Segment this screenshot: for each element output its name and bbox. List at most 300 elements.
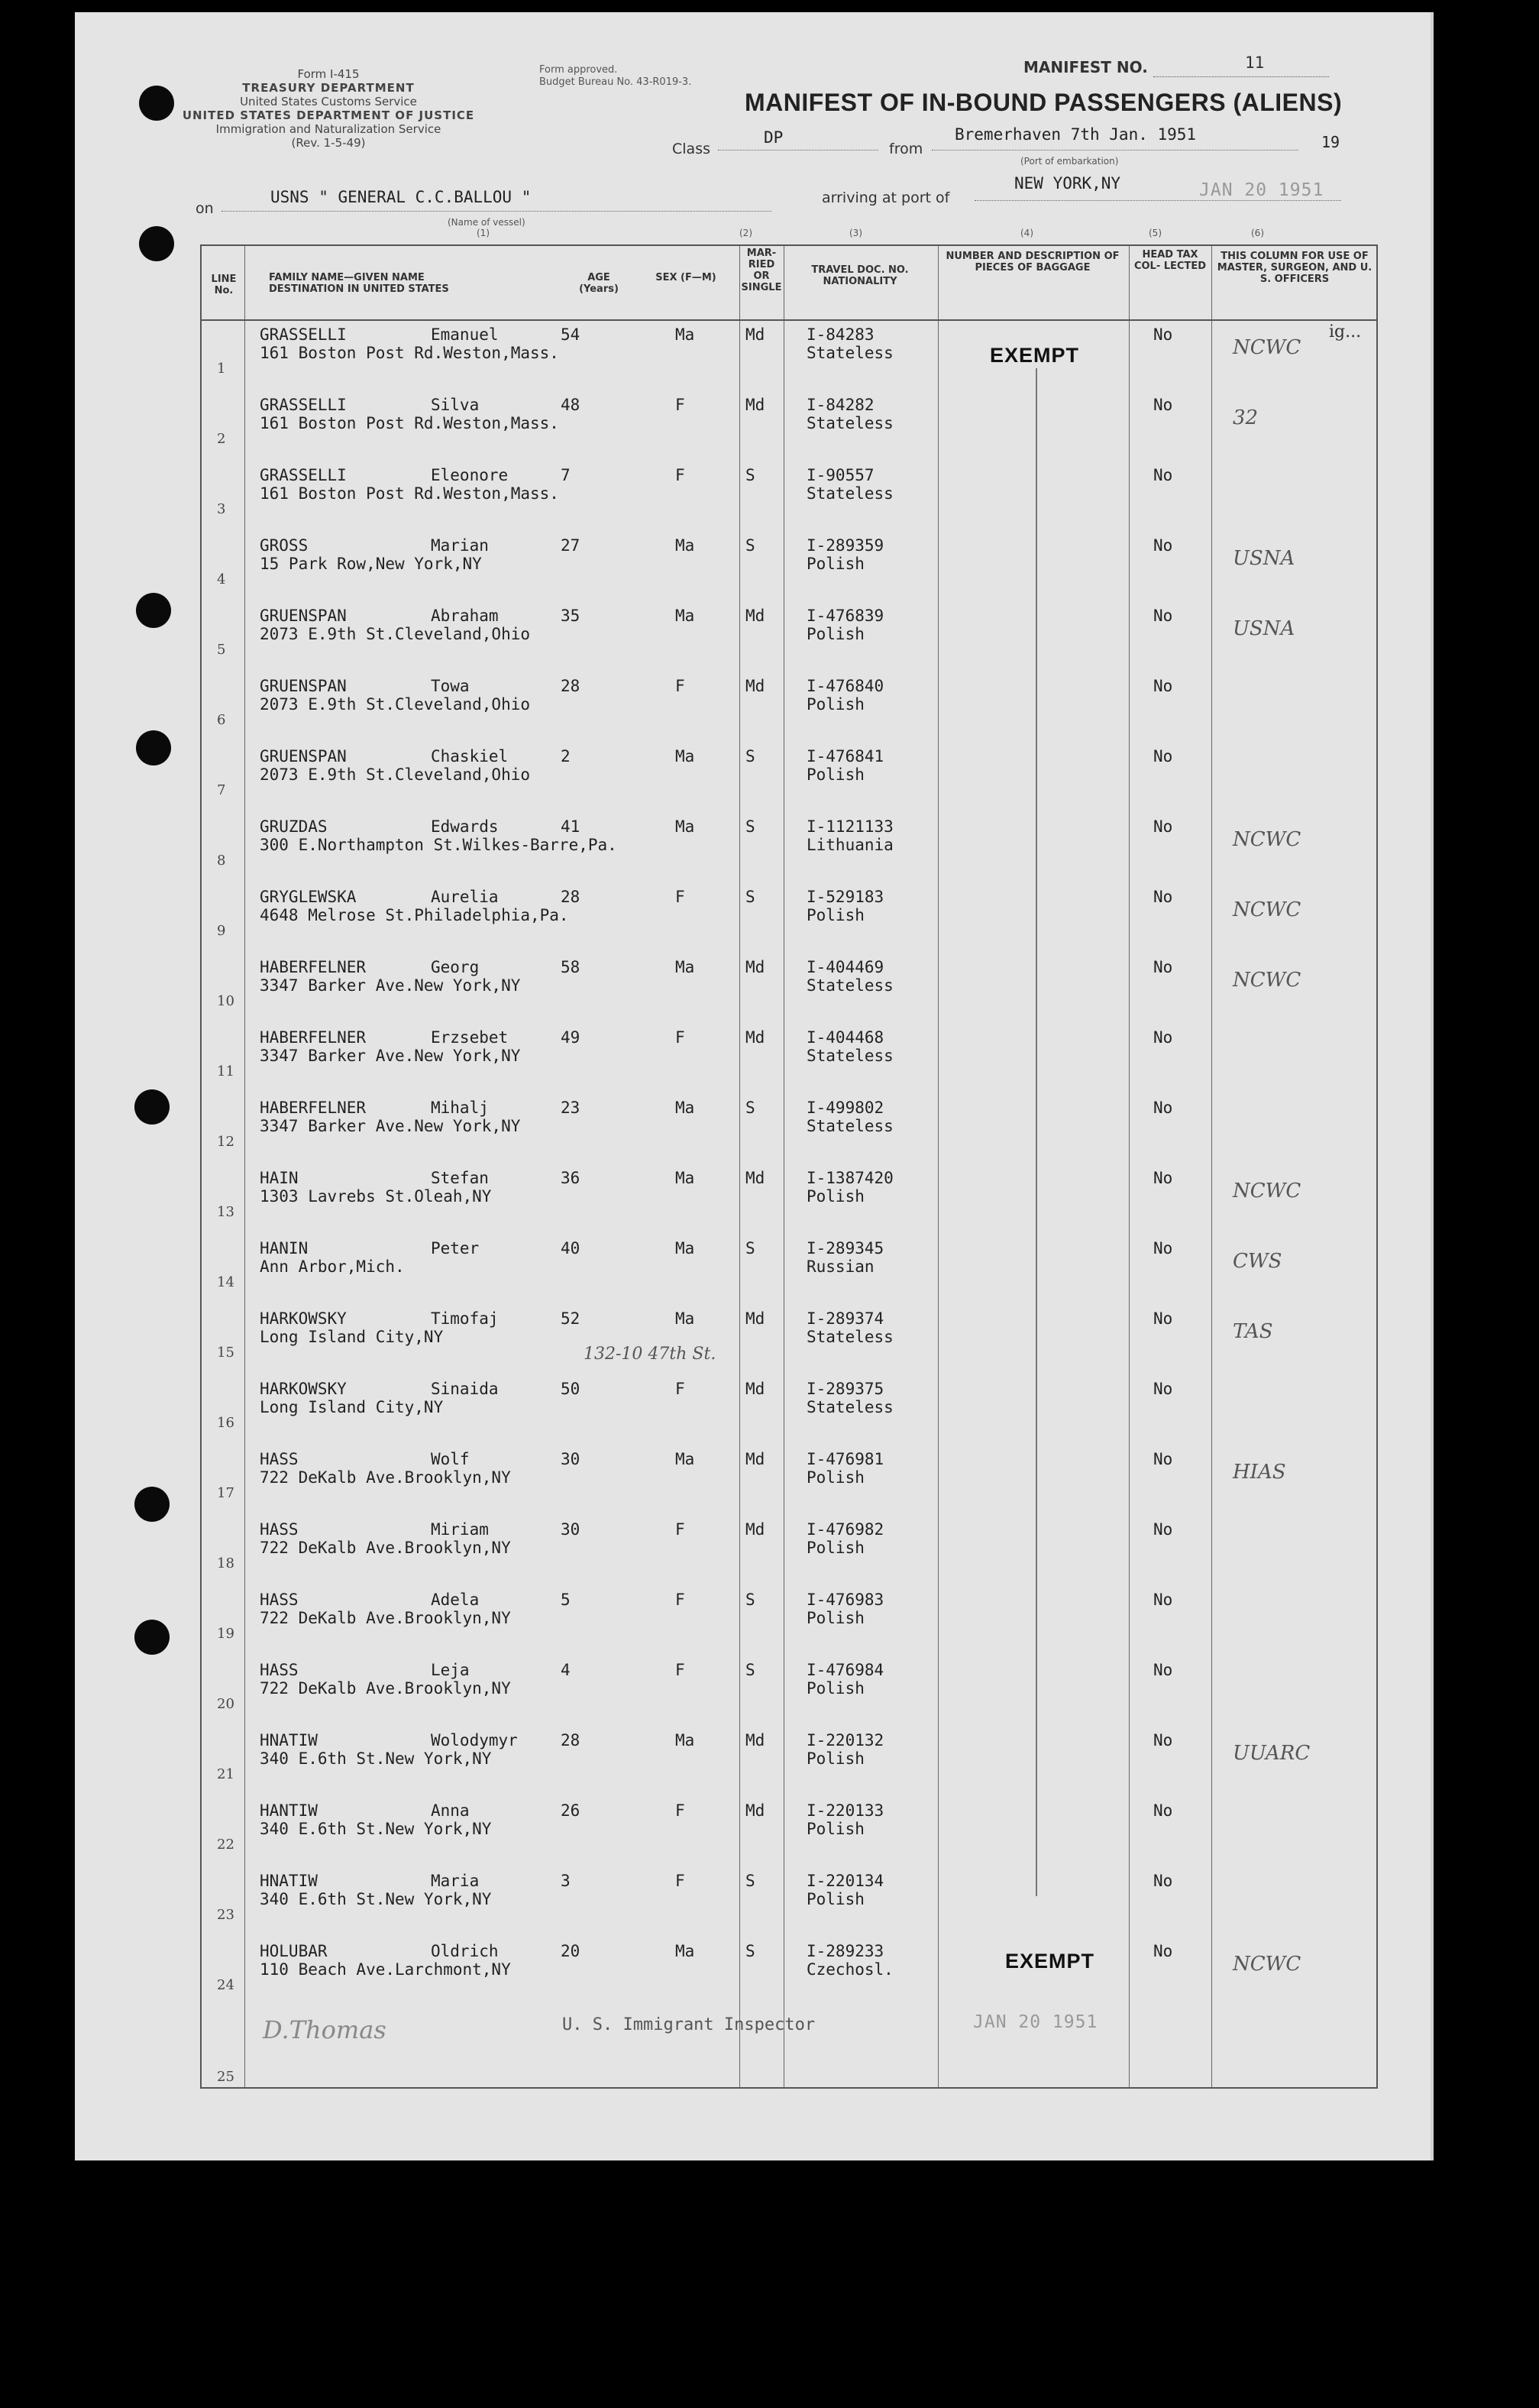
age: 49 xyxy=(561,1028,580,1047)
officer-note: USNA xyxy=(1233,547,1295,570)
table-row xyxy=(202,602,1376,672)
table-row xyxy=(202,391,1376,461)
manifest-no: 11 xyxy=(1245,53,1265,72)
officer-note: NCWC xyxy=(1233,828,1301,851)
marital-status: S xyxy=(745,1942,755,1960)
given-name: Leja xyxy=(431,1661,470,1679)
destination-address: Long Island City,NY xyxy=(260,1328,444,1346)
table-row xyxy=(202,1024,1376,1094)
travel-doc-no: I-476983 xyxy=(807,1591,884,1609)
age: 26 xyxy=(561,1801,580,1820)
officer-note: CWS xyxy=(1233,1250,1282,1273)
year-prefix: 19 xyxy=(1321,133,1340,151)
nationality: Lithuania xyxy=(807,836,894,854)
age: 20 xyxy=(561,1942,580,1960)
age: 28 xyxy=(561,677,580,695)
age: 50 xyxy=(561,1380,580,1398)
given-name: Towa xyxy=(431,677,470,695)
family-name: HANIN xyxy=(260,1239,309,1257)
family-name: HAIN xyxy=(260,1169,299,1187)
destination-address: 110 Beach Ave.Larchmont,NY xyxy=(260,1960,511,1979)
head-tax: No xyxy=(1153,1942,1173,1960)
age: 2 xyxy=(561,747,571,765)
line-number: 15 xyxy=(217,1345,234,1361)
age: 48 xyxy=(561,396,580,414)
destination-address: 161 Boston Post Rd.Weston,Mass. xyxy=(260,414,559,432)
line-number: 24 xyxy=(217,1977,234,1993)
travel-doc-no: I-84282 xyxy=(807,396,875,414)
head-tax: No xyxy=(1153,747,1173,765)
marital-status: S xyxy=(745,466,755,484)
travel-doc-no: I-476841 xyxy=(807,747,884,765)
family-name: GRASSELLI xyxy=(260,466,347,484)
family-name: HASS xyxy=(260,1661,299,1679)
sex: Ma xyxy=(675,1309,695,1328)
head-tax: No xyxy=(1153,1239,1173,1257)
line-number: 18 xyxy=(217,1555,234,1571)
age: 52 xyxy=(561,1309,580,1328)
nationality: Stateless xyxy=(807,1117,894,1135)
punch-hole xyxy=(136,593,171,628)
travel-doc-no: I-476839 xyxy=(807,607,884,625)
line-number: 6 xyxy=(217,712,226,728)
head-tax: No xyxy=(1153,607,1173,625)
travel-doc-no: I-476840 xyxy=(807,677,884,695)
nationality: Polish xyxy=(807,555,865,573)
head-tax: No xyxy=(1153,1309,1173,1328)
line-number: 12 xyxy=(217,1134,234,1150)
handwritten-address: 132-10 47th St. xyxy=(584,1345,716,1364)
sex: F xyxy=(675,1520,685,1539)
family-name: HNATIW xyxy=(260,1731,318,1749)
sex: Ma xyxy=(675,1169,695,1187)
marital-status: Md xyxy=(745,607,765,625)
family-name: HASS xyxy=(260,1591,299,1609)
approval-note: Form approved. Budget Bureau No. 43-R019-3. xyxy=(539,64,692,88)
col-number: (3) xyxy=(849,228,862,238)
marital-status: S xyxy=(745,1099,755,1117)
line-number: 1 xyxy=(217,361,226,377)
marital-status: S xyxy=(745,1239,755,1257)
officer-note: HIAS xyxy=(1233,1461,1286,1484)
age: 7 xyxy=(561,466,571,484)
line-number: 8 xyxy=(217,853,226,869)
marital-status: S xyxy=(745,888,755,906)
age: 40 xyxy=(561,1239,580,1257)
head-tax: No xyxy=(1153,1661,1173,1679)
table-row xyxy=(202,1656,1376,1727)
marital-status: S xyxy=(745,817,755,836)
age: 28 xyxy=(561,888,580,906)
nationality: Stateless xyxy=(807,1328,894,1346)
given-name: Wolf xyxy=(431,1450,470,1468)
sex: F xyxy=(675,396,685,414)
header-marital: MAR- RIED OR SINGLE xyxy=(741,248,782,293)
family-name: HARKOWSKY xyxy=(260,1380,347,1398)
table-row xyxy=(202,672,1376,743)
punch-hole xyxy=(134,1487,170,1522)
destination-address: 161 Boston Post Rd.Weston,Mass. xyxy=(260,344,559,362)
arrival-line xyxy=(975,200,1341,201)
passenger-table xyxy=(200,228,1378,2089)
destination-address: 2073 E.9th St.Cleveland,Ohio xyxy=(260,765,531,784)
marital-status: S xyxy=(745,1872,755,1890)
manifest-no-label: MANIFEST NO. xyxy=(1023,58,1148,76)
class-label: Class xyxy=(672,141,710,157)
sex: Ma xyxy=(675,607,695,625)
table-row xyxy=(202,1375,1376,1445)
given-name: Anna xyxy=(431,1801,470,1820)
punch-hole xyxy=(136,730,171,765)
line-number: 21 xyxy=(217,1766,234,1782)
line-number: 7 xyxy=(217,782,226,798)
given-name: Eleonore xyxy=(431,466,509,484)
from-label: from xyxy=(889,141,923,157)
head-tax: No xyxy=(1153,396,1173,414)
marital-status: Md xyxy=(745,1450,765,1468)
head-tax: No xyxy=(1153,1731,1173,1749)
marital-status: Md xyxy=(745,958,765,976)
family-name: HASS xyxy=(260,1450,299,1468)
nationality: Stateless xyxy=(807,414,894,432)
marital-status: Md xyxy=(745,1520,765,1539)
vessel-line xyxy=(221,211,771,212)
table-row xyxy=(202,321,1376,391)
family-name: HARKOWSKY xyxy=(260,1309,347,1328)
officer-note: UUARC xyxy=(1233,1742,1311,1765)
head-tax: No xyxy=(1153,1028,1173,1047)
nationality: Polish xyxy=(807,1820,865,1838)
baggage-ditto-line xyxy=(1036,368,1037,1896)
nationality: Russian xyxy=(807,1257,875,1276)
sex: F xyxy=(675,677,685,695)
header-line-no: LINE No. xyxy=(211,273,237,296)
line-number: 22 xyxy=(217,1837,234,1853)
marital-status: Md xyxy=(745,1731,765,1749)
nationality: Polish xyxy=(807,906,865,924)
nationality: Polish xyxy=(807,1187,865,1206)
age: 30 xyxy=(561,1520,580,1539)
table-row xyxy=(202,1094,1376,1164)
line-number: 13 xyxy=(217,1204,234,1220)
header-name: FAMILY NAME—GIVEN NAME DESTINATION IN UNITED STATES xyxy=(269,272,449,295)
given-name: Miriam xyxy=(431,1520,489,1539)
travel-doc-no: I-220132 xyxy=(807,1731,884,1749)
officer-note: ig... xyxy=(1329,322,1362,341)
head-tax: No xyxy=(1153,1380,1173,1398)
inspector-title: U. S. Immigrant Inspector xyxy=(562,2015,816,2034)
family-name: HASS xyxy=(260,1520,299,1539)
officer-note: USNA xyxy=(1233,617,1295,640)
travel-doc-no: I-476984 xyxy=(807,1661,884,1679)
sex: F xyxy=(675,466,685,484)
table-row xyxy=(202,1797,1376,1867)
line-number: 9 xyxy=(217,923,226,939)
head-tax: No xyxy=(1153,817,1173,836)
header-sex: SEX (F—M) xyxy=(655,272,716,283)
officer-note: NCWC xyxy=(1233,1953,1301,1976)
nationality: Stateless xyxy=(807,976,894,995)
col-number: (6) xyxy=(1251,228,1264,238)
head-tax: No xyxy=(1153,1450,1173,1468)
family-name: GRUENSPAN xyxy=(260,677,347,695)
nationality: Polish xyxy=(807,1749,865,1768)
travel-doc-no: I-404469 xyxy=(807,958,884,976)
destination-address: 722 DeKalb Ave.Brooklyn,NY xyxy=(260,1539,511,1557)
destination-address: Long Island City,NY xyxy=(260,1398,444,1416)
col-number: (5) xyxy=(1149,228,1162,238)
nationality: Polish xyxy=(807,625,865,643)
table-row xyxy=(202,1445,1376,1516)
destination-address: 2073 E.9th St.Cleveland,Ohio xyxy=(260,625,531,643)
inspector-date-stamp: JAN 20 1951 xyxy=(973,2012,1098,2032)
given-name: Chaskiel xyxy=(431,747,509,765)
table-row xyxy=(202,532,1376,602)
destination-address: 340 E.6th St.New York,NY xyxy=(260,1820,492,1838)
travel-doc-no: I-289233 xyxy=(807,1942,884,1960)
destination-address: 722 DeKalb Ave.Brooklyn,NY xyxy=(260,1609,511,1627)
nationality: Stateless xyxy=(807,484,894,503)
sex: Ma xyxy=(675,817,695,836)
sex: F xyxy=(675,888,685,906)
destination-address: 161 Boston Post Rd.Weston,Mass. xyxy=(260,484,559,503)
age: 30 xyxy=(561,1450,580,1468)
vessel-label: (Name of vessel) xyxy=(448,217,525,228)
arrival-port: NEW YORK,NY xyxy=(1014,174,1121,193)
nationality: Polish xyxy=(807,1609,865,1627)
sex: Ma xyxy=(675,325,695,344)
destination-address: 3347 Barker Ave.New York,NY xyxy=(260,1117,521,1135)
family-name: GRUENSPAN xyxy=(260,747,347,765)
arrival-date-stamp: JAN 20 1951 xyxy=(1199,180,1324,200)
officer-note: TAS xyxy=(1233,1320,1273,1343)
line-number: 11 xyxy=(217,1063,234,1079)
head-tax: No xyxy=(1153,1099,1173,1117)
sex: Ma xyxy=(675,536,695,555)
marital-status: Md xyxy=(745,325,765,344)
nationality: Polish xyxy=(807,765,865,784)
destination-address: 300 E.Northampton St.Wilkes-Barre,Pa. xyxy=(260,836,617,854)
travel-doc-no: I-289359 xyxy=(807,536,884,555)
destination-address: 722 DeKalb Ave.Brooklyn,NY xyxy=(260,1679,511,1698)
given-name: Wolodymyr xyxy=(431,1731,518,1749)
line-number: 10 xyxy=(217,993,234,1009)
line-number: 20 xyxy=(217,1696,234,1712)
family-name: GRASSELLI xyxy=(260,396,347,414)
given-name: Sinaida xyxy=(431,1380,499,1398)
nationality: Polish xyxy=(807,1468,865,1487)
table-row xyxy=(202,743,1376,813)
age: 23 xyxy=(561,1099,580,1117)
age: 58 xyxy=(561,958,580,976)
travel-doc-no: I-499802 xyxy=(807,1099,884,1117)
travel-doc-no: I-289375 xyxy=(807,1380,884,1398)
sex: Ma xyxy=(675,958,695,976)
col-number: (4) xyxy=(1020,228,1033,238)
given-name: Erzsebet xyxy=(431,1028,509,1047)
age: 3 xyxy=(561,1872,571,1890)
given-name: Silva xyxy=(431,396,480,414)
family-name: GRUENSPAN xyxy=(260,607,347,625)
given-name: Maria xyxy=(431,1872,480,1890)
port-embarkation-label: (Port of embarkation) xyxy=(1020,156,1119,167)
marital-status: Md xyxy=(745,1028,765,1047)
destination-address: 4648 Melrose St.Philadelphia,Pa. xyxy=(260,906,569,924)
given-name: Stefan xyxy=(431,1169,489,1187)
table-row xyxy=(202,1164,1376,1235)
head-tax: No xyxy=(1153,888,1173,906)
marital-status: Md xyxy=(745,1801,765,1820)
line-number: 17 xyxy=(217,1485,234,1501)
travel-doc-no: I-289374 xyxy=(807,1309,884,1328)
class-value: DP xyxy=(764,128,784,147)
marital-status: Md xyxy=(745,396,765,414)
travel-doc-no: I-1121133 xyxy=(807,817,894,836)
table-row xyxy=(202,1586,1376,1656)
officer-note: NCWC xyxy=(1233,969,1301,992)
nationality: Polish xyxy=(807,1890,865,1908)
marital-status: S xyxy=(745,1661,755,1679)
travel-doc-no: I-289345 xyxy=(807,1239,884,1257)
manifest-no-line xyxy=(1153,76,1329,77)
head-tax: No xyxy=(1153,958,1173,976)
head-tax: No xyxy=(1153,677,1173,695)
head-tax: No xyxy=(1153,1591,1173,1609)
table-row xyxy=(202,1516,1376,1586)
marital-status: Md xyxy=(745,1309,765,1328)
destination-address: 3347 Barker Ave.New York,NY xyxy=(260,1047,521,1065)
travel-doc-no: I-404468 xyxy=(807,1028,884,1047)
family-name: GRASSELLI xyxy=(260,325,347,344)
given-name: Aurelia xyxy=(431,888,499,906)
punch-hole xyxy=(139,226,174,261)
header-age: AGE (Years) xyxy=(579,272,619,295)
age: 35 xyxy=(561,607,580,625)
punch-hole xyxy=(134,1620,170,1655)
header-baggage: NUMBER AND DESCRIPTION OF PIECES OF BAGGAGE xyxy=(946,251,1120,273)
marital-status: S xyxy=(745,747,755,765)
inspector-signature: D.Thomas xyxy=(263,2015,386,2044)
sex: F xyxy=(675,1872,685,1890)
line-number: 23 xyxy=(217,1907,234,1923)
sex: Ma xyxy=(675,1731,695,1749)
destination-address: 2073 E.9th St.Cleveland,Ohio xyxy=(260,695,531,714)
nationality: Stateless xyxy=(807,1398,894,1416)
head-tax: No xyxy=(1153,1520,1173,1539)
line-number: 19 xyxy=(217,1626,234,1642)
table-row xyxy=(202,953,1376,1024)
vessel-name: USNS " GENERAL C.C.BALLOU " xyxy=(270,188,532,206)
line-number: 5 xyxy=(217,642,226,658)
line-number: 16 xyxy=(217,1415,234,1431)
destination-address: 340 E.6th St.New York,NY xyxy=(260,1890,492,1908)
officer-note: NCWC xyxy=(1233,336,1301,359)
sex: F xyxy=(675,1801,685,1820)
travel-doc-no: I-529183 xyxy=(807,888,884,906)
travel-doc-no: I-84283 xyxy=(807,325,875,344)
given-name: Oldrich xyxy=(431,1942,499,1960)
line-number: 14 xyxy=(217,1274,234,1290)
family-name: HNATIW xyxy=(260,1872,318,1890)
destination-address: 340 E.6th St.New York,NY xyxy=(260,1749,492,1768)
sex: Ma xyxy=(675,1450,695,1468)
punch-hole xyxy=(134,1089,170,1125)
given-name: Marian xyxy=(431,536,489,555)
from-value: Bremerhaven 7th Jan. 1951 xyxy=(955,125,1197,144)
age: 4 xyxy=(561,1661,571,1679)
sex: Ma xyxy=(675,1239,695,1257)
travel-doc-no: I-476981 xyxy=(807,1450,884,1468)
age: 36 xyxy=(561,1169,580,1187)
given-name: Edwards xyxy=(431,817,499,836)
given-name: Emanuel xyxy=(431,325,499,344)
marital-status: S xyxy=(745,1591,755,1609)
destination-address: 1303 Lavrebs St.Oleah,NY xyxy=(260,1187,492,1206)
family-name: HOLUBAR xyxy=(260,1942,328,1960)
family-name: HABERFELNER xyxy=(260,1099,367,1117)
family-name: GROSS xyxy=(260,536,309,555)
nationality: Stateless xyxy=(807,1047,894,1065)
head-tax: No xyxy=(1153,325,1173,344)
nationality: Stateless xyxy=(807,344,894,362)
officer-note: NCWC xyxy=(1233,1180,1301,1202)
head-tax: No xyxy=(1153,536,1173,555)
travel-doc-no: I-1387420 xyxy=(807,1169,894,1187)
destination-address: 3347 Barker Ave.New York,NY xyxy=(260,976,521,995)
head-tax: No xyxy=(1153,1872,1173,1890)
destination-address: 15 Park Row,New York,NY xyxy=(260,555,482,573)
destination-address: Ann Arbor,Mich. xyxy=(260,1257,405,1276)
marital-status: Md xyxy=(745,1169,765,1187)
officer-note: NCWC xyxy=(1233,898,1301,921)
given-name: Abraham xyxy=(431,607,499,625)
age: 28 xyxy=(561,1731,580,1749)
line-number: 25 xyxy=(217,2069,234,2085)
nationality: Polish xyxy=(807,1679,865,1698)
line-number: 2 xyxy=(217,431,226,447)
given-name: Peter xyxy=(431,1239,480,1257)
travel-doc-no: I-220133 xyxy=(807,1801,884,1820)
head-tax: No xyxy=(1153,1169,1173,1187)
travel-doc-no: I-476982 xyxy=(807,1520,884,1539)
sex: Ma xyxy=(675,1942,695,1960)
nationality: Czechosl. xyxy=(807,1960,894,1979)
family-name: GRUZDAS xyxy=(260,817,328,836)
age: 27 xyxy=(561,536,580,555)
exempt-stamp: EXEMPT xyxy=(990,344,1080,367)
table-row xyxy=(202,1305,1376,1375)
age: 41 xyxy=(561,817,580,836)
officer-note: 32 xyxy=(1233,406,1259,429)
sex: F xyxy=(675,1591,685,1609)
head-tax: No xyxy=(1153,1801,1173,1820)
line-number: 3 xyxy=(217,501,226,517)
table-row xyxy=(202,1235,1376,1305)
travel-doc-no: I-220134 xyxy=(807,1872,884,1890)
sex: Ma xyxy=(675,1099,695,1117)
form-issuer-block: Form I-415 TREASURY DEPARTMENT United States Customs Service UNITED STATES DEPARTMENT OF JUSTICE Immigration and Naturalization Service (Rev. 1-5-49) xyxy=(182,67,475,150)
header-officer-use: THIS COLUMN FOR USE OF MASTER, SURGEON, AND U. S. OFFICERS xyxy=(1217,251,1372,285)
given-name: Adela xyxy=(431,1591,480,1609)
arriving-label: arriving at port of xyxy=(822,189,950,206)
given-name: Timofaj xyxy=(431,1309,499,1328)
family-name: GRYGLEWSKA xyxy=(260,888,357,906)
line-number: 4 xyxy=(217,571,226,587)
table-row xyxy=(202,883,1376,953)
age: 5 xyxy=(561,1591,571,1609)
destination-address: 722 DeKalb Ave.Brooklyn,NY xyxy=(260,1468,511,1487)
head-tax: No xyxy=(1153,466,1173,484)
